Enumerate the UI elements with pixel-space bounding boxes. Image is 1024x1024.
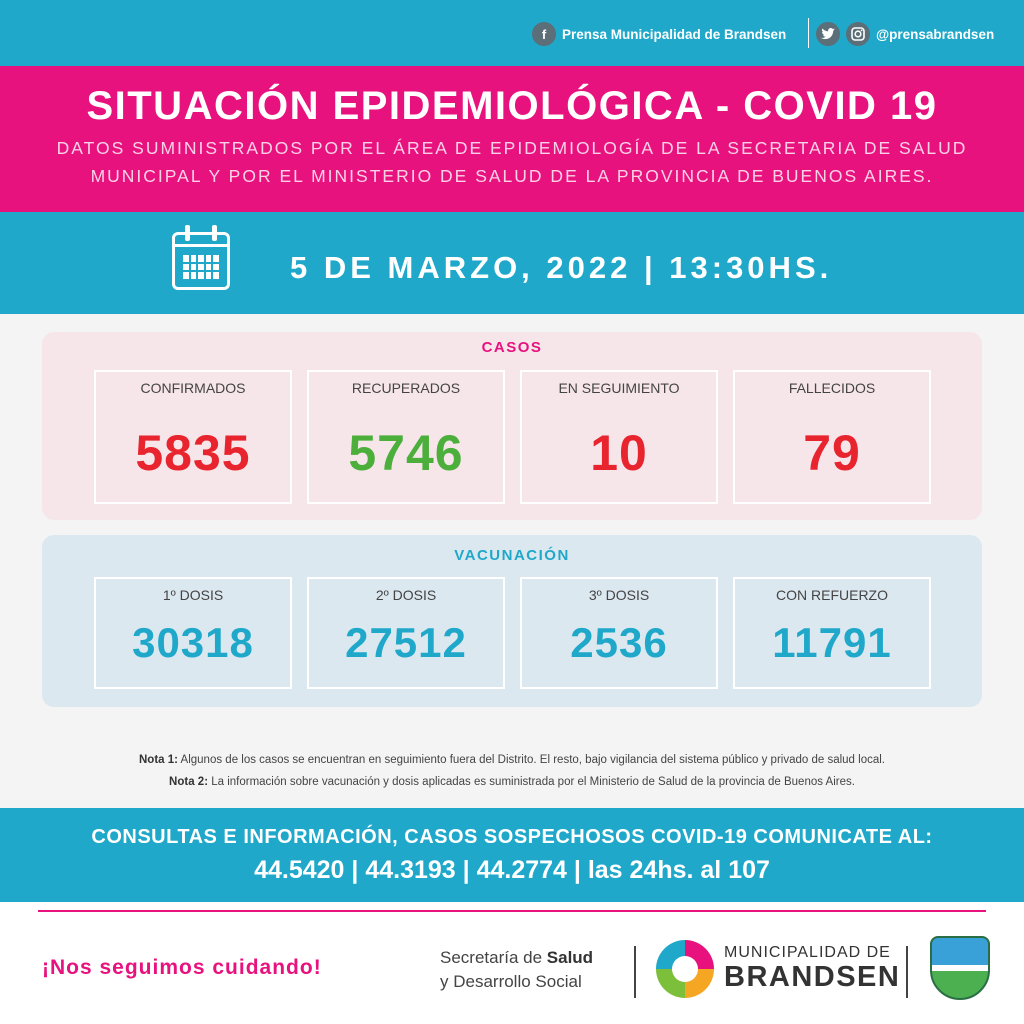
- header: [0, 66, 1024, 212]
- consultas-heading: CONSULTAS E INFORMACIÓN, CASOS SOSPECHOSOS COVID-19 COMUNICATE AL:: [91, 826, 933, 848]
- card-label: 2º DOSIS: [375, 587, 437, 603]
- vacunacion-title: VACUNACIÓN: [454, 547, 570, 564]
- card-en-seguimiento: [520, 370, 718, 504]
- note-1-text: Algunos de los casos se encuentran en seguimiento fuera del Distrito. El resto, bajo vigilancia del sistema público y privado de salud local.: [177, 754, 885, 766]
- consultas-phones: 44.5420 | 44.3193 | 44.2774 | las 24hs. al 107: [254, 856, 770, 884]
- page-title: SITUACIÓN EPIDEMIOLÓGICA - COVID 19: [86, 84, 938, 128]
- facebook-link[interactable]: [532, 22, 786, 46]
- card-value: 2536: [570, 619, 668, 666]
- card-value: 5835: [135, 425, 251, 481]
- card-value: 27512: [345, 619, 467, 666]
- footer-divider: [38, 910, 986, 912]
- card-1-dosis: [94, 577, 292, 689]
- secretaria-label: [440, 946, 593, 994]
- card-label: 3º DOSIS: [588, 587, 650, 603]
- card-confirmados: [94, 370, 292, 504]
- card-2-dosis: [307, 577, 505, 689]
- calendar-icon: [172, 232, 230, 290]
- casos-panel: [42, 332, 982, 520]
- subtitle-line-1: DATOS SUMINISTRADOS POR EL ÁREA DE EPIDEMIOLOGÍA DE LA SECRETARIA DE SALUD: [56, 138, 968, 158]
- note-2-label: Nota 2:: [169, 776, 209, 788]
- date-text: 5 DE MARZO, 2022 | 13:30HS.: [290, 250, 833, 285]
- footer-separator: [634, 946, 636, 998]
- note-1: [0, 754, 1024, 766]
- card-3-dosis: [520, 577, 718, 689]
- card-label: FALLECIDOS: [788, 380, 876, 396]
- municipalidad-name: [724, 944, 900, 992]
- card-label: CONFIRMADOS: [140, 380, 246, 396]
- card-value: 79: [803, 425, 861, 481]
- sec-text-c: y Desarrollo Social: [440, 972, 582, 991]
- municipalidad-logo-icon: [656, 940, 714, 998]
- card-value: 11791: [772, 619, 892, 666]
- card-value: 10: [590, 425, 648, 481]
- muni-bottom: BRANDSEN: [724, 961, 901, 993]
- casos-title: CASOS: [481, 339, 543, 356]
- card-value: 5746: [348, 425, 464, 481]
- coat-of-arms-icon: [930, 936, 990, 1000]
- card-value: 30318: [132, 619, 254, 666]
- social-handle-text: @prensabrandsen: [876, 26, 995, 42]
- divider: [808, 18, 809, 48]
- instagram-icon: [846, 22, 870, 46]
- card-con-refuerzo: [733, 577, 931, 689]
- twitter-icon: [816, 22, 840, 46]
- page-subtitle: [40, 134, 984, 190]
- card-label: CON REFUERZO: [776, 587, 888, 603]
- note-2-text: La información sobre vacunación y dosis aplicadas es suministrada por el Ministerio de Salud de la provincia de Buenos Aires.: [208, 776, 855, 788]
- footer-separator: [906, 946, 908, 998]
- card-label: RECUPERADOS: [351, 380, 461, 396]
- note-1-label: Nota 1:: [139, 754, 178, 766]
- card-label: EN SEGUIMIENTO: [558, 380, 680, 396]
- sec-text-a: Secretaría de: [440, 948, 547, 967]
- card-label: 1º DOSIS: [162, 587, 224, 603]
- facebook-label: Prensa Municipalidad de Brandsen: [562, 26, 787, 42]
- card-recuperados: [307, 370, 505, 504]
- facebook-icon: f: [532, 22, 556, 46]
- muni-top: MUNICIPALIDAD DE: [724, 944, 891, 961]
- card-fallecidos: [733, 370, 931, 504]
- consultas-band: [0, 808, 1024, 902]
- vacunacion-panel: [42, 535, 982, 707]
- note-2: [0, 776, 1024, 788]
- date-band: [0, 212, 1024, 314]
- sec-text-b: Salud: [546, 948, 594, 967]
- social-handle[interactable]: [816, 22, 994, 46]
- slogan: ¡Nos seguimos cuidando!: [42, 956, 322, 979]
- subtitle-line-2: MUNICIPAL Y POR EL MINISTERIO DE SALUD DE LA PROVINCIA DE BUENOS AIRES.: [90, 166, 934, 186]
